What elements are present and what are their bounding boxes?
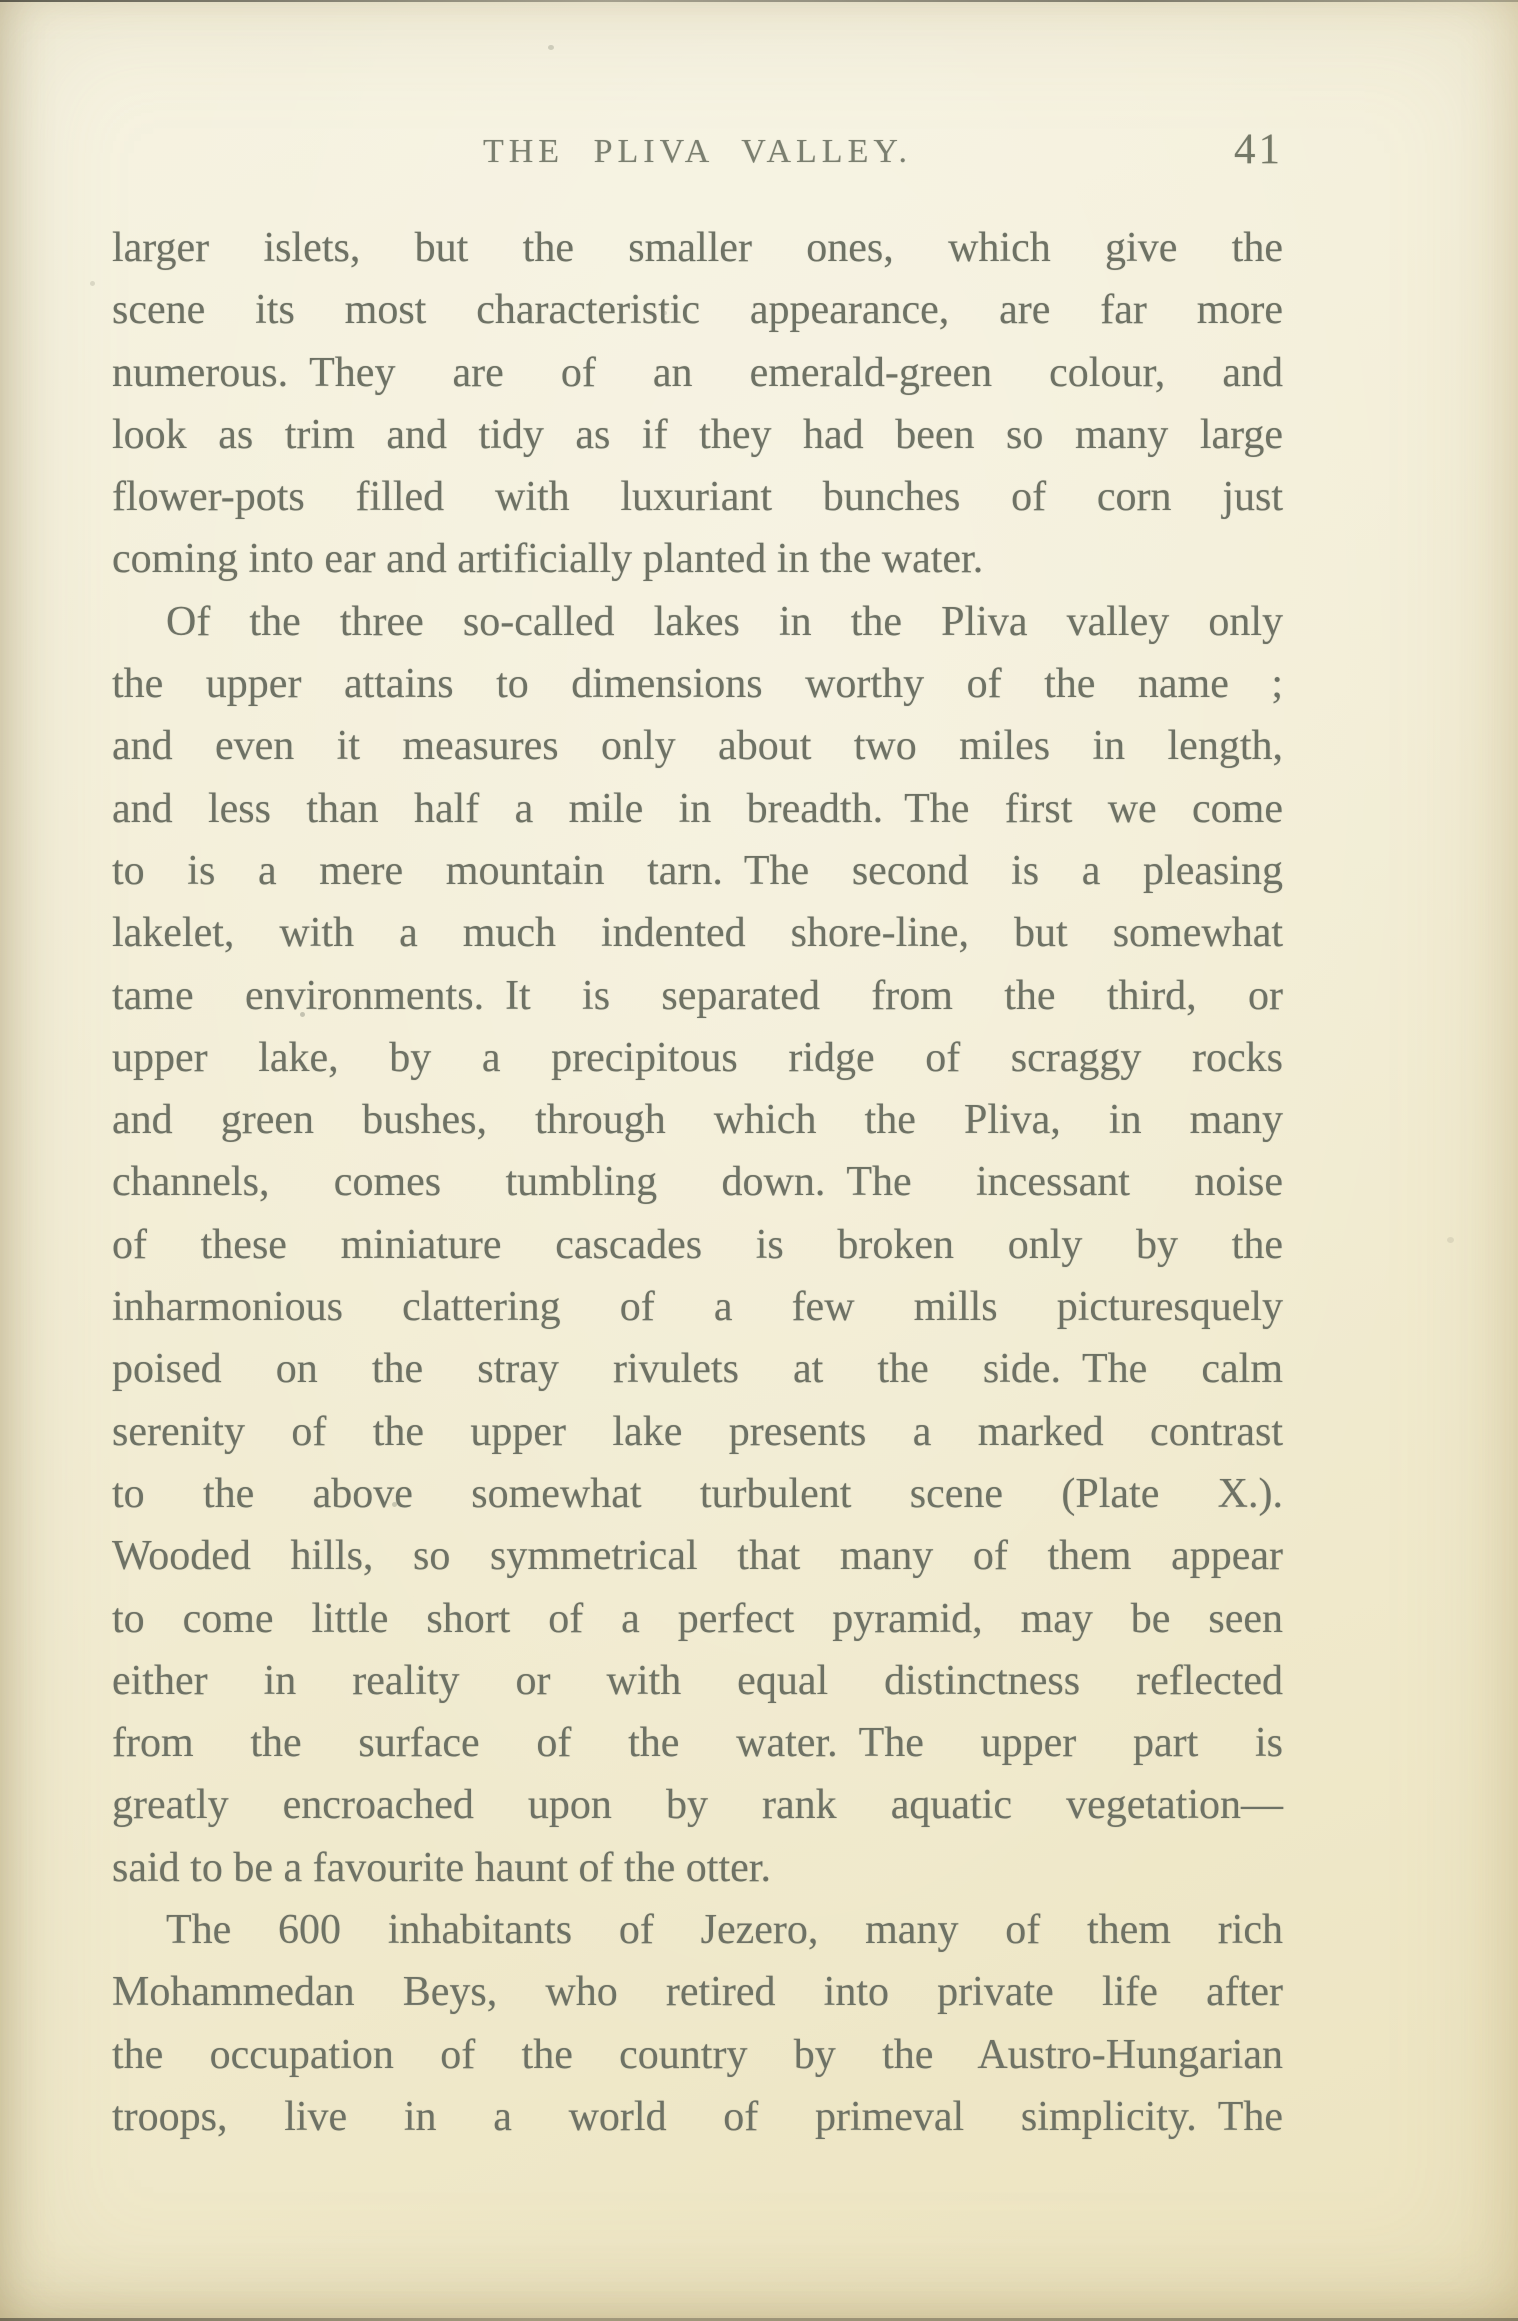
text-line: to the above somewhat turbulent scene (Plate X.). xyxy=(112,1470,1283,1517)
text-line: numerous. They are of an emerald-green colour, and xyxy=(112,349,1283,396)
text-line: coming into ear and artificially planted in the water. xyxy=(112,536,984,583)
text-line: look as trim and tidy as if they had been so many large xyxy=(112,411,1283,458)
text-line: tame environments. It is separated from the third, or xyxy=(112,972,1283,1019)
text-line: and even it measures only about two miles in length, xyxy=(112,723,1283,770)
text-line: larger islets, but the smaller ones, which give the xyxy=(112,225,1283,271)
paper-speck xyxy=(90,281,95,286)
text-line: said to be a favourite haunt of the otter. xyxy=(112,1844,771,1891)
text-line: and green bushes, through which the Pliva, in many xyxy=(112,1097,1283,1144)
text-line: greatly encroached upon by rank aquatic vegetation— xyxy=(112,1782,1283,1829)
text-line: upper lake, by a precipitous ridge of scraggy rocks xyxy=(112,1034,1283,1081)
text-line: inharmonious clattering of a few mills picturesquely xyxy=(112,1284,1283,1331)
text-line: lakelet, with a much indented shore-line, but somewhat xyxy=(112,910,1283,957)
page-number: 41 xyxy=(1234,126,1283,173)
paper-speck xyxy=(548,45,554,50)
text-line: Wooded hills, so symmetrical that many of them appear xyxy=(112,1533,1283,1580)
text-line: The 600 inhabitants of Jezero, many of them rich xyxy=(166,1907,1283,1954)
text-line: and less than half a mile in breadth. The first we come xyxy=(112,785,1283,832)
text-line: of these miniature cascades is broken only by the xyxy=(112,1221,1283,1268)
text-line: scene its most characteristic appearance, are far more xyxy=(112,287,1283,334)
text-line: either in reality or with equal distinctness reflected xyxy=(112,1657,1283,1704)
text-block xyxy=(112,217,1283,2148)
paper-speck xyxy=(300,1012,305,1017)
text-line: serenity of the upper lake presents a marked contrast xyxy=(112,1408,1283,1455)
text-line: Of the three so-called lakes in the Pliva valley only xyxy=(166,598,1283,645)
running-head xyxy=(112,128,1283,176)
text-line: flower-pots filled with luxuriant bunches of corn just xyxy=(112,474,1283,521)
text-line: troops, live in a world of primeval simplicity. The xyxy=(112,2093,1283,2140)
text-line: Mohammedan Beys, who retired into private life after xyxy=(112,1969,1283,2016)
text-line: from the surface of the water. The upper part is xyxy=(112,1720,1283,1767)
scan-edge-top xyxy=(0,0,1518,2)
paper-speck xyxy=(392,1502,397,1507)
text-line: channels, comes tumbling down. The incessant noise xyxy=(112,1159,1283,1206)
text-line: poised on the stray rivulets at the side. The calm xyxy=(112,1346,1283,1393)
text-line: to come little short of a perfect pyramid, may be seen xyxy=(112,1595,1283,1642)
paper-speck xyxy=(663,311,667,315)
paper-speck xyxy=(1447,1237,1454,1243)
text-line: the occupation of the country by the Austro-Hungarian xyxy=(112,2031,1283,2078)
page-title: THE PLIVA VALLEY. xyxy=(482,133,913,170)
text-line: the upper attains to dimensions worthy of the name ; xyxy=(112,661,1283,708)
text-line: to is a mere mountain tarn. The second is a pleasing xyxy=(112,847,1283,894)
